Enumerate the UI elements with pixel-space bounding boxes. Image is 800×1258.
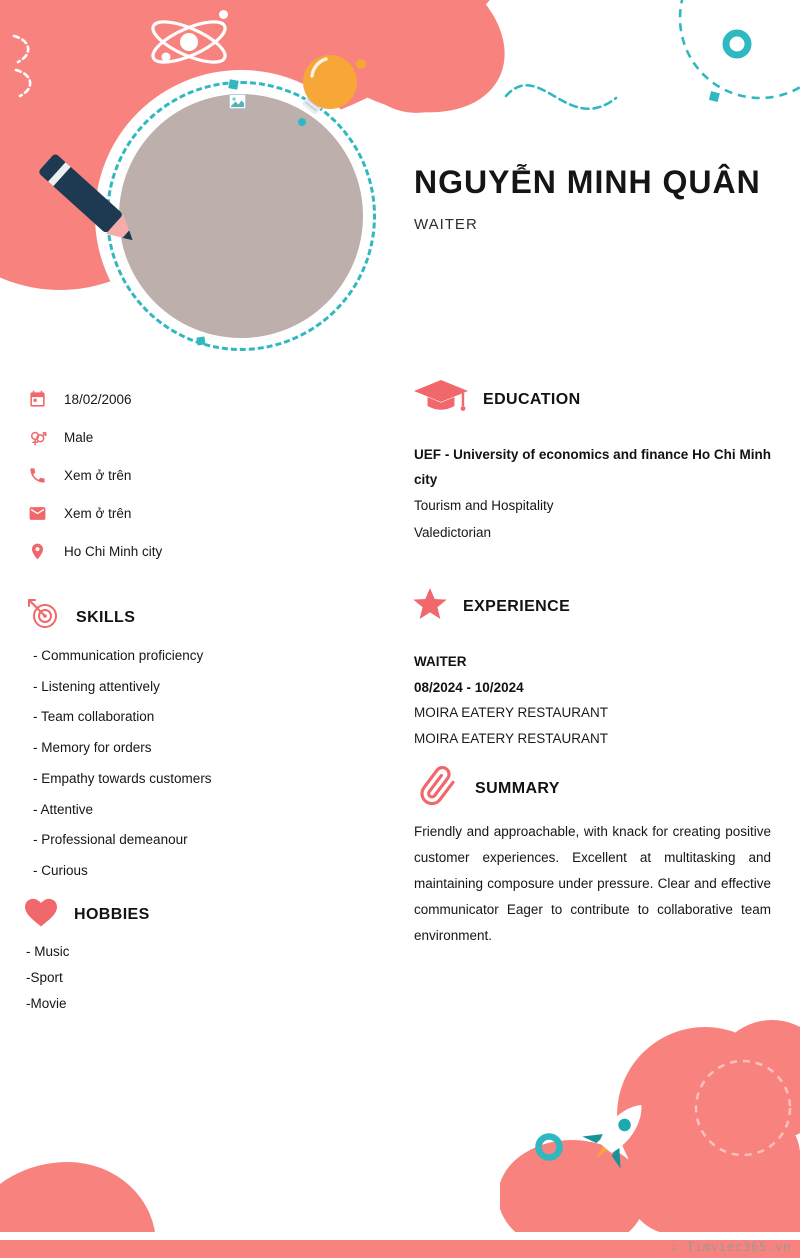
education-school: UEF - University of economics and finance Ho Chi Minh city [414, 447, 771, 487]
info-row-gender [28, 418, 368, 456]
experience-company: MOIRA EATERY RESTAURANT [414, 705, 609, 720]
location-icon [28, 541, 48, 561]
education-award: Valedictorian [414, 524, 492, 540]
name-block [414, 164, 784, 233]
hobby-item: -Sport [26, 970, 63, 985]
corner-dot [58, 8, 65, 15]
paperclip-icon [413, 763, 463, 814]
teal-dashed-decoration [488, 0, 800, 140]
hobbies-list [26, 939, 326, 1017]
ring-handle-square [228, 79, 238, 89]
birthdate-text: 18/02/2006 [64, 391, 132, 407]
education-major: Tourism and Hospitality [414, 498, 554, 513]
phone-text: Xem ở trên [64, 467, 132, 483]
experience-period: 08/2024 - 10/2024 [414, 679, 524, 695]
ring-handle-square [196, 336, 205, 345]
skills-heading: SKILLS [76, 608, 136, 626]
corner-dot [92, 5, 98, 11]
email-icon [28, 503, 48, 523]
skill-item: - Attentive [33, 801, 94, 817]
broken-image-icon [229, 94, 246, 114]
pencil-illustration [26, 138, 161, 268]
skill-item: - Communication proficiency [33, 648, 204, 663]
education-heading: EDUCATION [483, 390, 581, 408]
education-section-header [414, 378, 581, 421]
heart-icon [23, 896, 59, 933]
skill-item: - Team collaboration [33, 709, 155, 725]
graduation-cap-icon [414, 378, 468, 421]
corner-dot [76, 16, 83, 23]
summary-section-header [416, 766, 560, 811]
experience-block [414, 649, 771, 751]
skills-list [33, 641, 363, 887]
calendar-icon [28, 389, 48, 409]
hobbies-section-header [23, 896, 150, 933]
info-row-email [28, 494, 368, 532]
skill-item: - Curious [33, 862, 88, 878]
star-icon [412, 587, 448, 626]
location-text: Ho Chi Minh city [64, 543, 163, 559]
target-dart-icon [25, 598, 61, 637]
skill-item: - Listening attentively [33, 678, 160, 694]
email-text: Xem ở trên [64, 505, 132, 521]
gender-icon [28, 427, 48, 447]
corner-dot [64, 24, 70, 30]
experience-heading: EXPERIENCE [463, 597, 571, 615]
watermark: ∴ Timviec365.vn [670, 1239, 791, 1254]
job-title: WAITER [414, 216, 478, 233]
hobbies-heading: HOBBIES [74, 905, 150, 923]
atom-icon [146, 4, 232, 80]
info-row-location [28, 532, 368, 570]
skill-item: - Memory for orders [33, 740, 152, 756]
phone-icon [28, 465, 48, 485]
lightbulb-icon [296, 46, 372, 128]
hobby-item: -Movie [26, 996, 67, 1011]
experience-section-header [412, 587, 570, 626]
skill-item: - Empathy towards customers [33, 770, 212, 786]
skill-item: - Professional demeanour [33, 832, 188, 848]
skills-section-header [25, 598, 135, 637]
personal-info-list [28, 380, 368, 570]
gender-text: Male [64, 429, 94, 445]
info-row-birthdate [28, 380, 368, 418]
info-row-phone [28, 456, 368, 494]
candidate-name: NGUYỄN MINH QUÂN [414, 164, 761, 200]
white-dashed-squiggle [8, 28, 60, 100]
hobby-item: - Music [26, 944, 70, 959]
experience-role: WAITER [414, 654, 467, 669]
summary-text: Friendly and approachable, with knack for creating positive customer experiences. Excellent at multitasking and maintaining composure under pressure. Clear and effective communicator Eager to contribute to collaborative team environment. [414, 824, 771, 943]
experience-company: MOIRA EATERY RESTAURANT [414, 730, 609, 746]
education-block [414, 442, 771, 545]
bottom-right-decoration [500, 1010, 800, 1234]
summary-heading: SUMMARY [475, 779, 560, 797]
